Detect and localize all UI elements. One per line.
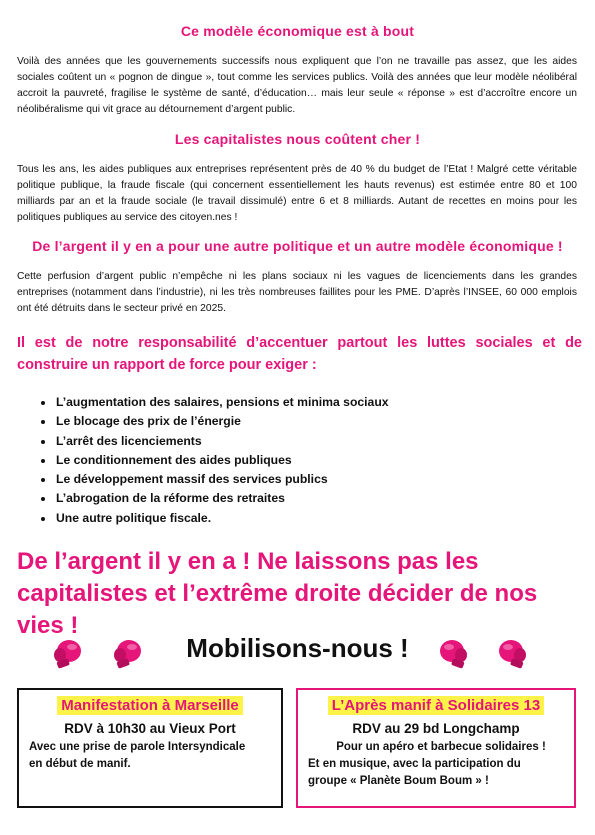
boxing-glove-icon: [110, 636, 144, 670]
event-box-marseille: [17, 688, 283, 808]
event-title: L’Après manif à Solidaires 13: [328, 696, 544, 715]
demands-list: [40, 393, 485, 528]
section-3-text: Cette perfusion d’argent public n’empêche ni les plans sociaux ni les vagues de licenciements dans les grandes entreprises (notamment dans l’industrie), ni les très nombreuses faillites pour les PME. D’après l’INSEE, 60 000 emplois ont été détruits dans le secteur privé en 2025.: [17, 271, 577, 314]
mobilisation-title: Mobilisons-nous !: [186, 633, 409, 663]
event-details: [298, 739, 574, 790]
demand-item: • L’arrêt des licenciements: [55, 432, 485, 451]
demand-item: • L’abrogation de la réforme des retraites: [55, 489, 485, 508]
section-2-title: Les capitalistes nous coûtent cher !: [174, 131, 421, 147]
demand-item: • Le développement massif des services publics: [55, 470, 485, 489]
demand-item: • L’augmentation des salaires, pensions et minima sociaux: [55, 393, 485, 412]
section-2-text: Tous les ans, les aides publiques aux entreprises représentent près de 40 % du budget de l’Etat ! Malgré cette véritable politique publique, la fraude fiscale (qui concernent essentiellement les hauts revenus) est estimée entre 80 et 100 milliards par an et la fraude sociale (le travail dissimulé) entre 6 et 8 milliards. Autant de recettes en moins pour les politiques publiques au service des citoyen.nes !: [17, 164, 577, 223]
boxing-glove-icon: [437, 636, 471, 670]
event-detail-line: groupe « Planète Boum Boum » !: [308, 775, 489, 787]
event-details: [19, 739, 281, 773]
section-1-text: Voilà des années que les gouvernements successifs nous expliquent que l’on ne travaille pas assez, que les aides sociales coûtent un « pognon de dingue », tout comme les services publics. Voilà des années que leur modèle néolibéral accroit la pauvreté, fragilise le système de santé, d’éducation… mais leur seule « réponse » est d’accroître encore un néolibéralisme qui vit grace au détournement d’argent public.: [17, 56, 577, 115]
mobilisation-row: [0, 630, 595, 674]
section-1-title: Ce modèle économique est à bout: [180, 23, 415, 39]
event-detail-line: Pour un apéro et barbecue solidaires !: [336, 741, 546, 753]
boxing-glove-icon: [496, 636, 530, 670]
event-rdv: RDV au 29 bd Longchamp: [352, 721, 520, 736]
event-detail-line: Et en musique, avec la participation du: [308, 758, 521, 770]
event-detail-line: en début de manif.: [29, 758, 131, 770]
demand-item: • Le conditionnement des aides publiques: [55, 451, 485, 470]
section-3-title: De l’argent il y en a pour une autre politique et un autre modèle économique !: [32, 238, 563, 254]
event-detail-line: Avec une prise de parole Intersyndicale: [29, 741, 246, 753]
slogan: De l’argent il y en a ! Ne laissons pas les capitalistes et l’extrême droite décider de nos vies !: [17, 548, 538, 639]
demand-item: • Une autre politique fiscale.: [55, 509, 485, 528]
demand-item: • Le blocage des prix de l’énergie: [55, 412, 485, 431]
event-title: Manifestation à Marseille: [57, 696, 243, 715]
section-4-title: Il est de notre responsabilité d’accentuer partout les luttes sociales et de construire un rapport de force pour exiger :: [17, 335, 582, 373]
event-rdv: RDV à 10h30 au Vieux Port: [64, 721, 236, 736]
event-box-solidaires: [296, 688, 576, 808]
boxing-glove-icon: [50, 636, 84, 670]
